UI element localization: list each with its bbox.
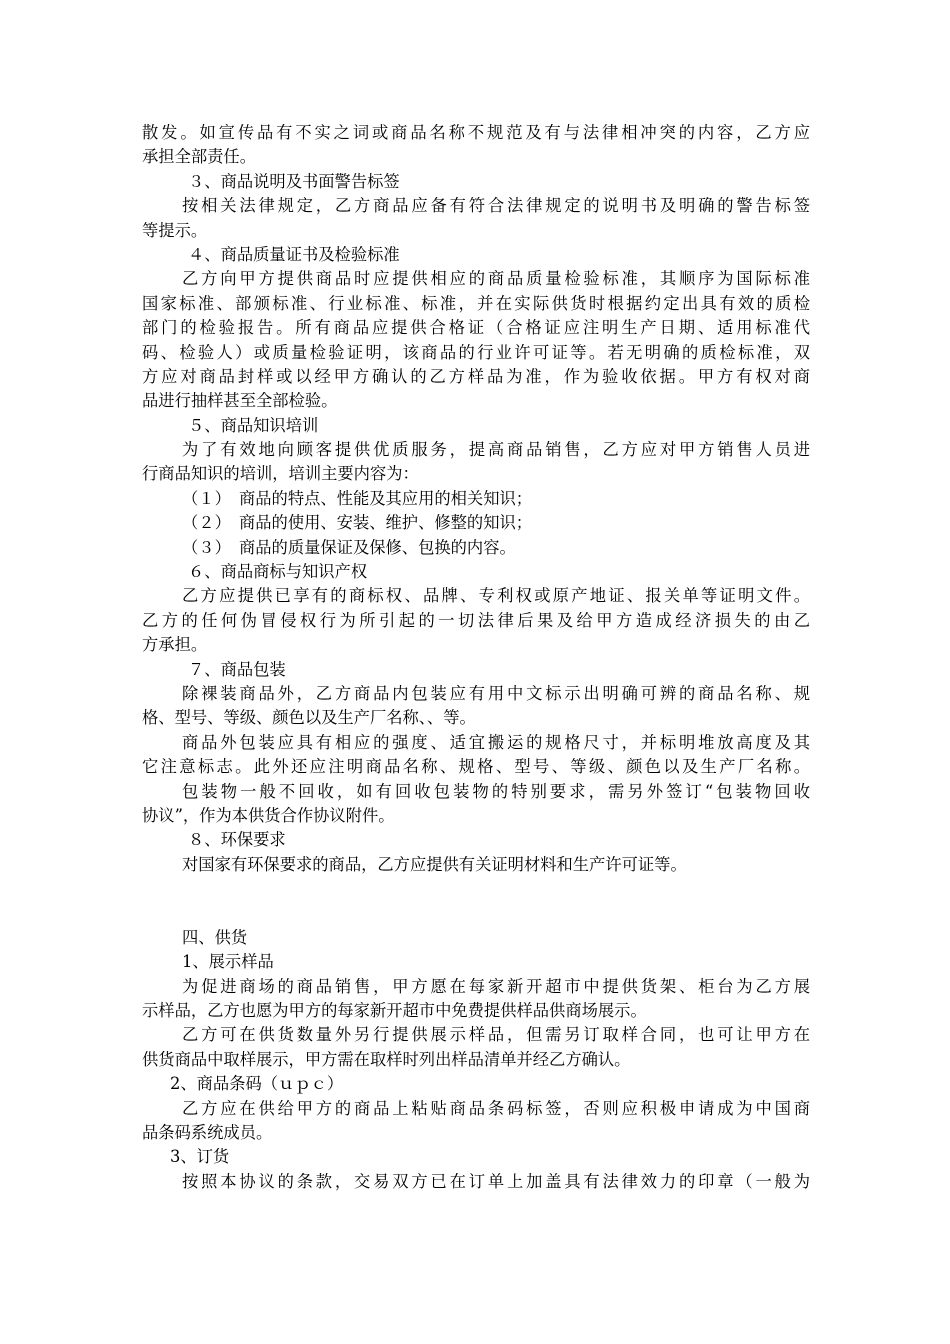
paragraph-line: 国家标准、部颁标准、行业标准、标准，并在实际供货时根据约定出具有效的质检 [142,293,810,313]
paragraph-line: 部门的检验报告。所有商品应提供合格证（合格证应注明生产日期、适用标准代 [142,318,810,338]
section-heading: 3、订货 [170,1147,230,1167]
paragraph-line: 格、型号、等级、颜色以及生产厂名称、、等。 [142,708,476,728]
paragraph-line: 品进行抽样甚至全部检验。 [142,391,338,411]
list-item: （２） 商品的使用、安装、维护、修整的知识； [182,513,533,533]
paragraph-line: 供货商品中取样展示，甲方需在取样时列出样品清单并经乙方确认。 [142,1049,631,1069]
paragraph-line: 乙方应在供给甲方的商品上粘贴商品条码标签，否则应积极申请成为中国商 [182,1098,810,1118]
blank-space [142,877,810,926]
paragraph-line: 承担全部责任。 [142,147,256,167]
chapter-heading: 四、供货 [182,927,248,947]
paragraph-line: 品条码系统成员。 [142,1123,273,1143]
section-heading: ４、商品质量证书及检验标准 [188,244,400,264]
section-heading: ８、环保要求 [188,830,286,850]
section-heading: 2、商品条码（ｕｐｃ） [170,1074,344,1094]
paragraph-line: 乙方可在供货数量外另行提供展示样品，但需另订取样合同，也可让甲方在 [182,1025,810,1045]
section-heading: 1、展示样品 [182,952,274,972]
paragraph-line: 它注意标志。此外还应注明商品名称、规格、型号、等级、颜色以及生产厂名称。 [142,757,810,777]
paragraph-line: 散发。如宣传品有不实之词或商品名称不规范及有与法律相冲突的内容，乙方应 [142,123,810,142]
document-page [142,121,810,1194]
section-heading: ５、商品知识培训 [188,415,319,435]
paragraph-line: 示样品，乙方也愿为甲方的每家新开超市中免费提供样品供商场展示。 [142,1001,647,1021]
paragraph-line: 为了有效地向顾客提供优质服务，提高商品销售，乙方应对甲方销售人员进 [182,440,810,460]
paragraph-line: 等提示。 [142,220,208,240]
paragraph-line: 按照本协议的条款，交易双方已在订单上加盖具有法律效力的印章（一般为 [182,1171,810,1191]
paragraph-line: 除裸装商品外，乙方商品内包装应有用中文标示出明确可辨的商品名称、规 [182,683,810,703]
section-heading: ３、商品说明及书面警告标签 [188,171,400,191]
paragraph-line: 商品外包装应具有相应的强度、适宜搬运的规格尺寸，并标明堆放高度及其 [182,732,810,752]
paragraph-line: 包装物一般不回收，如有回收包装物的特别要求，需另外签订“包装物回收 [182,781,810,801]
paragraph-line: 方承担。 [142,635,208,655]
paragraph-line: 方应对商品封样或以经甲方确认的乙方样品为准，作为验收依据。甲方有权对商 [142,366,810,386]
list-item: （３） 商品的质量保证及保修、包换的内容。 [182,537,516,557]
paragraph-line: 乙方的任何伪冒侵权行为所引起的一切法律后果及给甲方造成经济损失的由乙 [142,610,810,630]
paragraph-line: 行商品知识的培训，培训主要内容为： [142,464,419,484]
list-item: （１） 商品的特点、性能及其应用的相关知识； [182,488,533,508]
paragraph-line: 对国家有环保要求的商品，乙方应提供有关证明材料和生产许可证等。 [182,854,687,874]
paragraph-line: 为促进商场的商品销售，甲方愿在每家新开超市中提供货架、柜台为乙方展 [182,976,810,996]
section-heading: ６、商品商标与知识产权 [188,562,368,582]
paragraph-line: 乙方应提供已享有的商标权、品牌、专利权或原产地证、报关单等证明文件。 [182,586,810,606]
paragraph-line: 按相关法律规定，乙方商品应备有符合法律规定的说明书及明确的警告标签 [182,196,810,216]
section-heading: ７、商品包装 [188,659,286,679]
paragraph-line: 码、检验人）或质量检验证明，该商品的行业许可证等。若无明确的质检标准，双 [142,342,810,362]
paragraph-line: 乙方向甲方提供商品时应提供相应的商品质量检验标准，其顺序为国际标准 [182,269,810,289]
paragraph-line: 协议”，作为本供货合作协议附件。 [142,805,395,825]
